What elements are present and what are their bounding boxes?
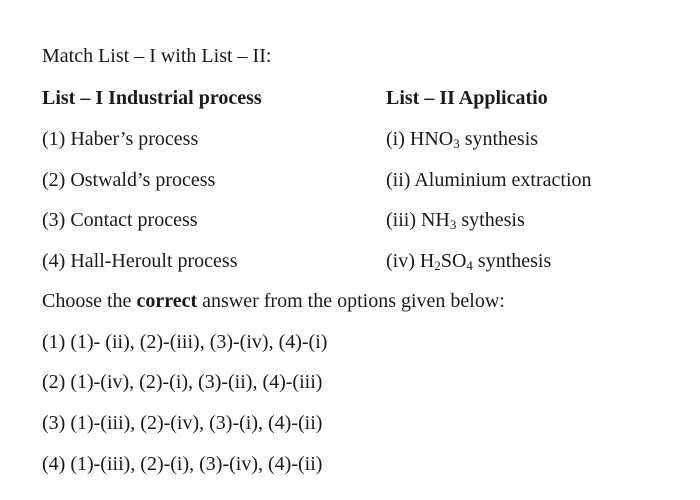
list1-item: (2) Ostwald’s process [42, 169, 216, 191]
list2-item: (iv) $H_2SO_4$ synthesis [386, 250, 552, 273]
list2-item: (iii) $NH_3$ sythesis [386, 209, 525, 232]
list1-item: (1) Haber’s process [42, 128, 199, 150]
choose-instruction: Choose the correct answer from the options given below: [42, 290, 505, 312]
list2-item: (i) $HNO_3$ synthesis [386, 128, 539, 151]
answer-option-3: (3) (1)-(iii), (2)-(iv), (3)-(i), (4)-(ii) [42, 412, 323, 434]
list1-item: (3) Contact process [42, 209, 198, 231]
list1-item: (4) Hall-Heroult process [42, 250, 238, 272]
list2-header: List – II Applicatio [386, 87, 548, 109]
answer-option-1: (1) (1)- (ii), (2)-(iii), (3)-(iv), (4)-(i) [42, 331, 328, 353]
question-intro: Match List – I with List – II: [42, 45, 272, 67]
list1-header: List – I Industrial process [42, 87, 262, 109]
list2-item: (ii) Aluminium extraction [386, 169, 592, 191]
answer-option-2: (2) (1)-(iv), (2)-(i), (3)-(ii), (4)-(iii) [42, 371, 323, 393]
answer-option-4: (4) (1)-(iii), (2)-(i), (3)-(iv), (4)-(ii) [42, 453, 323, 475]
